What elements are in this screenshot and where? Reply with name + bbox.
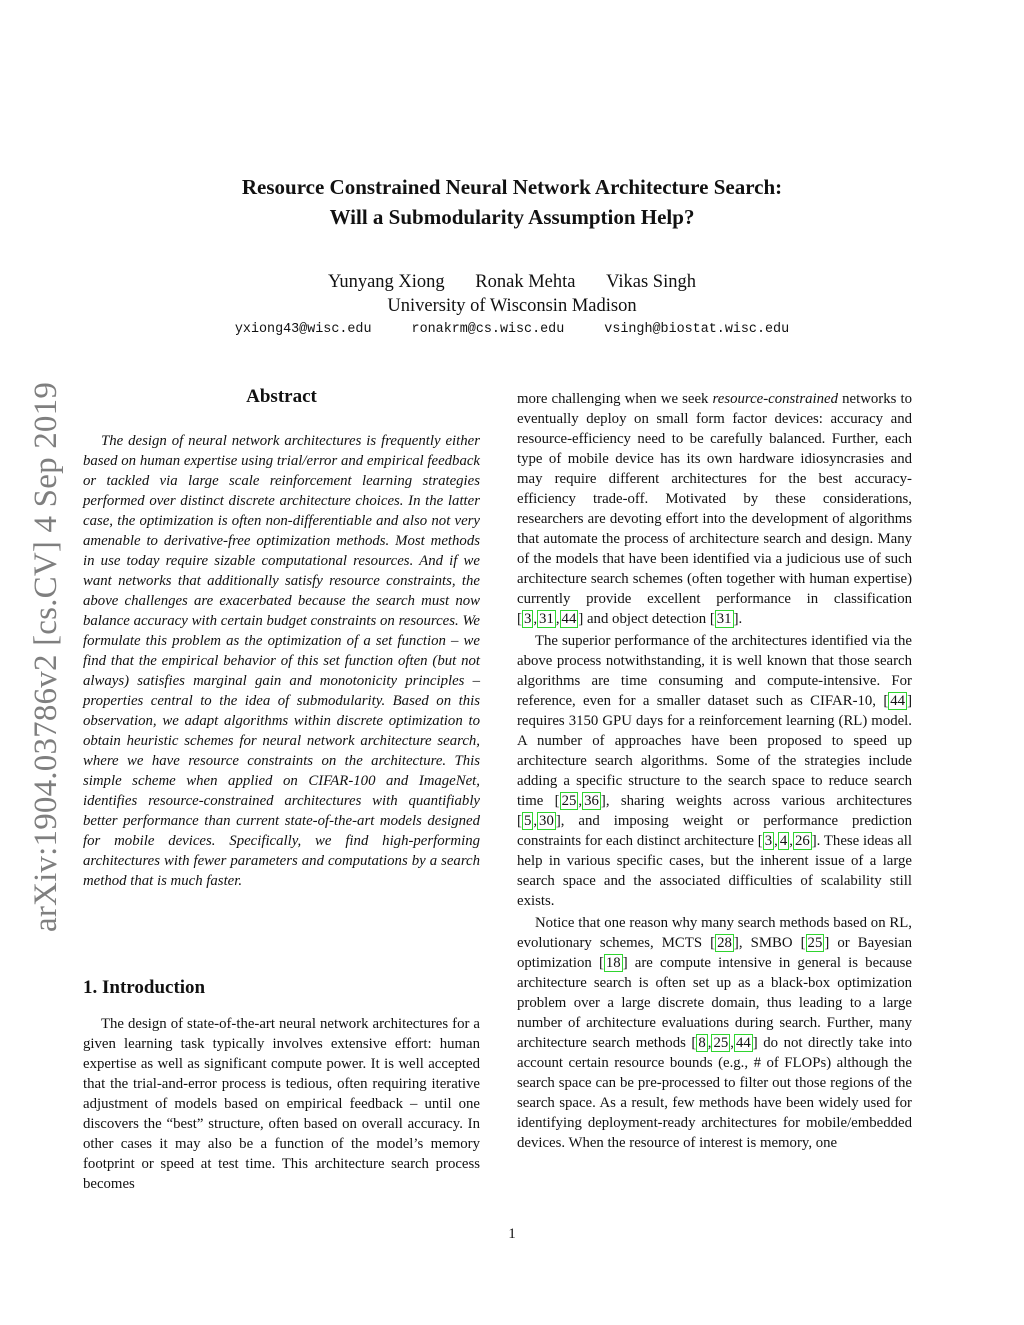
abstract-text: The design of neural network architectures is frequently either based on human expertise using trial/error and empirical feedback or tackled via large scale reinforcement learning strategies performed over distinct discrete architecture choices. In the latter case, the optimization is often non-differentiable and also not very amenable to derivative-free optimization methods. Most methods in use today require sizable computational resources. And if we want networks that additionally satisfy resource constraints, the above challenges are exacerbated because the search must now balance accuracy with certain budget constraints on resources. We formulate this problem as the optimization of a set function – we find that the empirical behavior of this set function often (but not always) satisfies marginal gain and monotonicity principles – properties central to the idea of submodularity. Based on this observation, we adapt algorithms within discrete optimization to obtain heuristic schemes for neural network architecture search, where we have resource constraints on the architecture. This simple scheme when applied on CIFAR-100 and ImageNet, identifies resource-constrained architectures with quantifiably better performance than current state-of-the-art models designed for mobile devices. Specifically, we find high-performing architectures with fewer parameters and computations by a search method that is much faster.: [83, 433, 480, 889]
citation-link[interactable]: 31: [539, 611, 554, 627]
abstract-body: [83, 431, 480, 891]
email-list: [0, 322, 1024, 337]
citation-link[interactable]: 31: [716, 611, 732, 627]
citation-link[interactable]: 4: [779, 833, 788, 849]
citation-link[interactable]: 25: [561, 793, 577, 809]
author-email[interactable]: ronakrm@cs.wisc.edu: [411, 322, 565, 337]
right-paragraph-2: The superior performance of the architectures identified via the above process notwithstanding, it is well known that those search algorithms are time consuming and compute-intensive. For reference, even for a smaller dataset such as CIFAR-10, [ 44 ] requires 3150 GPU days for a reinforcement learning (RL) model. A number of approaches have been proposed to speed up architecture search algorithms. Some of the strategies include adding a specific structure to the search space to reduce search time [ 25 , 36 ], sharing weights across various architectures [ 5 , 30 ], and imposing weight or performance prediction constraints for each distinct architecture [ 3 , 4 , 26 ]. These ideas all help in various specific cases, but the inherent issue of a large search space and the associated difficulties of scalability still exists.: [517, 633, 913, 909]
author-name: Ronak Mehta: [475, 272, 576, 292]
page-number: 1: [508, 1226, 516, 1242]
right-column: [517, 389, 912, 1153]
citation-link[interactable]: 36: [584, 793, 599, 809]
citation-link[interactable]: 18: [605, 955, 621, 971]
citation-link[interactable]: 30: [539, 813, 554, 829]
introduction-body: [83, 1014, 480, 1194]
citation-link[interactable]: 3: [523, 611, 532, 627]
paper-title-line-2: Will a Submodularity Assumption Help?: [329, 205, 695, 229]
citation-link[interactable]: 44: [561, 611, 577, 627]
author-list: [0, 270, 1024, 294]
right-paragraph-1: more challenging when we seek resource-constrained networks to eventually deploy on small form factor devices: accuracy and resource-efficiency need to be carefully balanced. Further, each type of mobile device has its own hardware idiosyncrasies and may require different architectures for the best accuracy-efficiency trade-off. Motivated by these considerations, researchers are devoting effort into the development of algorithms that automate the process of architecture search and design. Many of the models that have been identified via a judicious use of such architecture search schemes (often together with human expertise) currently provide excellent performance in classification [ 3 , 31 , 44 ] and object detection [ 31 ].: [517, 391, 912, 627]
citation-link[interactable]: 28: [717, 935, 732, 951]
abstract-heading: Abstract: [246, 386, 317, 407]
citation-link[interactable]: 25: [713, 1035, 729, 1051]
author-name: Vikas Singh: [606, 272, 696, 292]
right-paragraph-3: Notice that one reason why many search methods based on RL, evolutionary schemes, MCTS [ 28 ], SMBO [ 25 ] or Bayesian optimization [ 18 ] are compute intensive in general is because architecture search is often set up as a black-box optimization problem over a large discrete domain, thus leading to a large number of architecture evaluations during search. Further, many architecture search methods [ 8 , 25 , 44 ] do not directly take into account certain resource bounds (e.g., # of FLOPs) although the search space can be pre-processed to filter out those regions of the search space. As a result, few methods have been widely used for identifying deployment-ready architectures for mobile/embedded devices. When the resource of interest is memory, one: [517, 915, 912, 1151]
intro-paragraph: The design of state-of-the-art neural network architectures for a given learning task typically involves extensive effort: human expertise as well as significant compute power. It is well accepted that the trial-and-error process is tedious, often requiring iterative adjustment of models based on empirical feedback – until one discovers the “best” structure, often based on overall accuracy. In other cases it may also be a function of the model’s memory footprint or speed at test time. This architecture search process becomes: [83, 1016, 480, 1192]
citation-link[interactable]: 44: [890, 693, 906, 709]
author-email[interactable]: yxiong43@wisc.edu: [234, 322, 372, 337]
author-email[interactable]: vsingh@biostat.wisc.edu: [604, 322, 790, 337]
paper-title-line-1: Resource Constrained Neural Network Architecture Search:: [241, 175, 783, 199]
citation-link[interactable]: 5: [523, 813, 532, 829]
author-name: Yunyang Xiong: [328, 272, 445, 292]
affiliation: University of Wisconsin Madison: [387, 296, 637, 316]
citation-link[interactable]: 3: [764, 833, 773, 849]
introduction-heading: 1. Introduction: [83, 977, 206, 998]
citation-link[interactable]: 44: [735, 1035, 751, 1051]
citation-link[interactable]: 25: [807, 935, 823, 951]
citation-link[interactable]: 26: [794, 833, 810, 849]
arxiv-stamp: arXiv:1904.03786v2 [cs.CV] 4 Sep 2019: [28, 381, 64, 932]
citation-link[interactable]: 8: [698, 1035, 706, 1051]
